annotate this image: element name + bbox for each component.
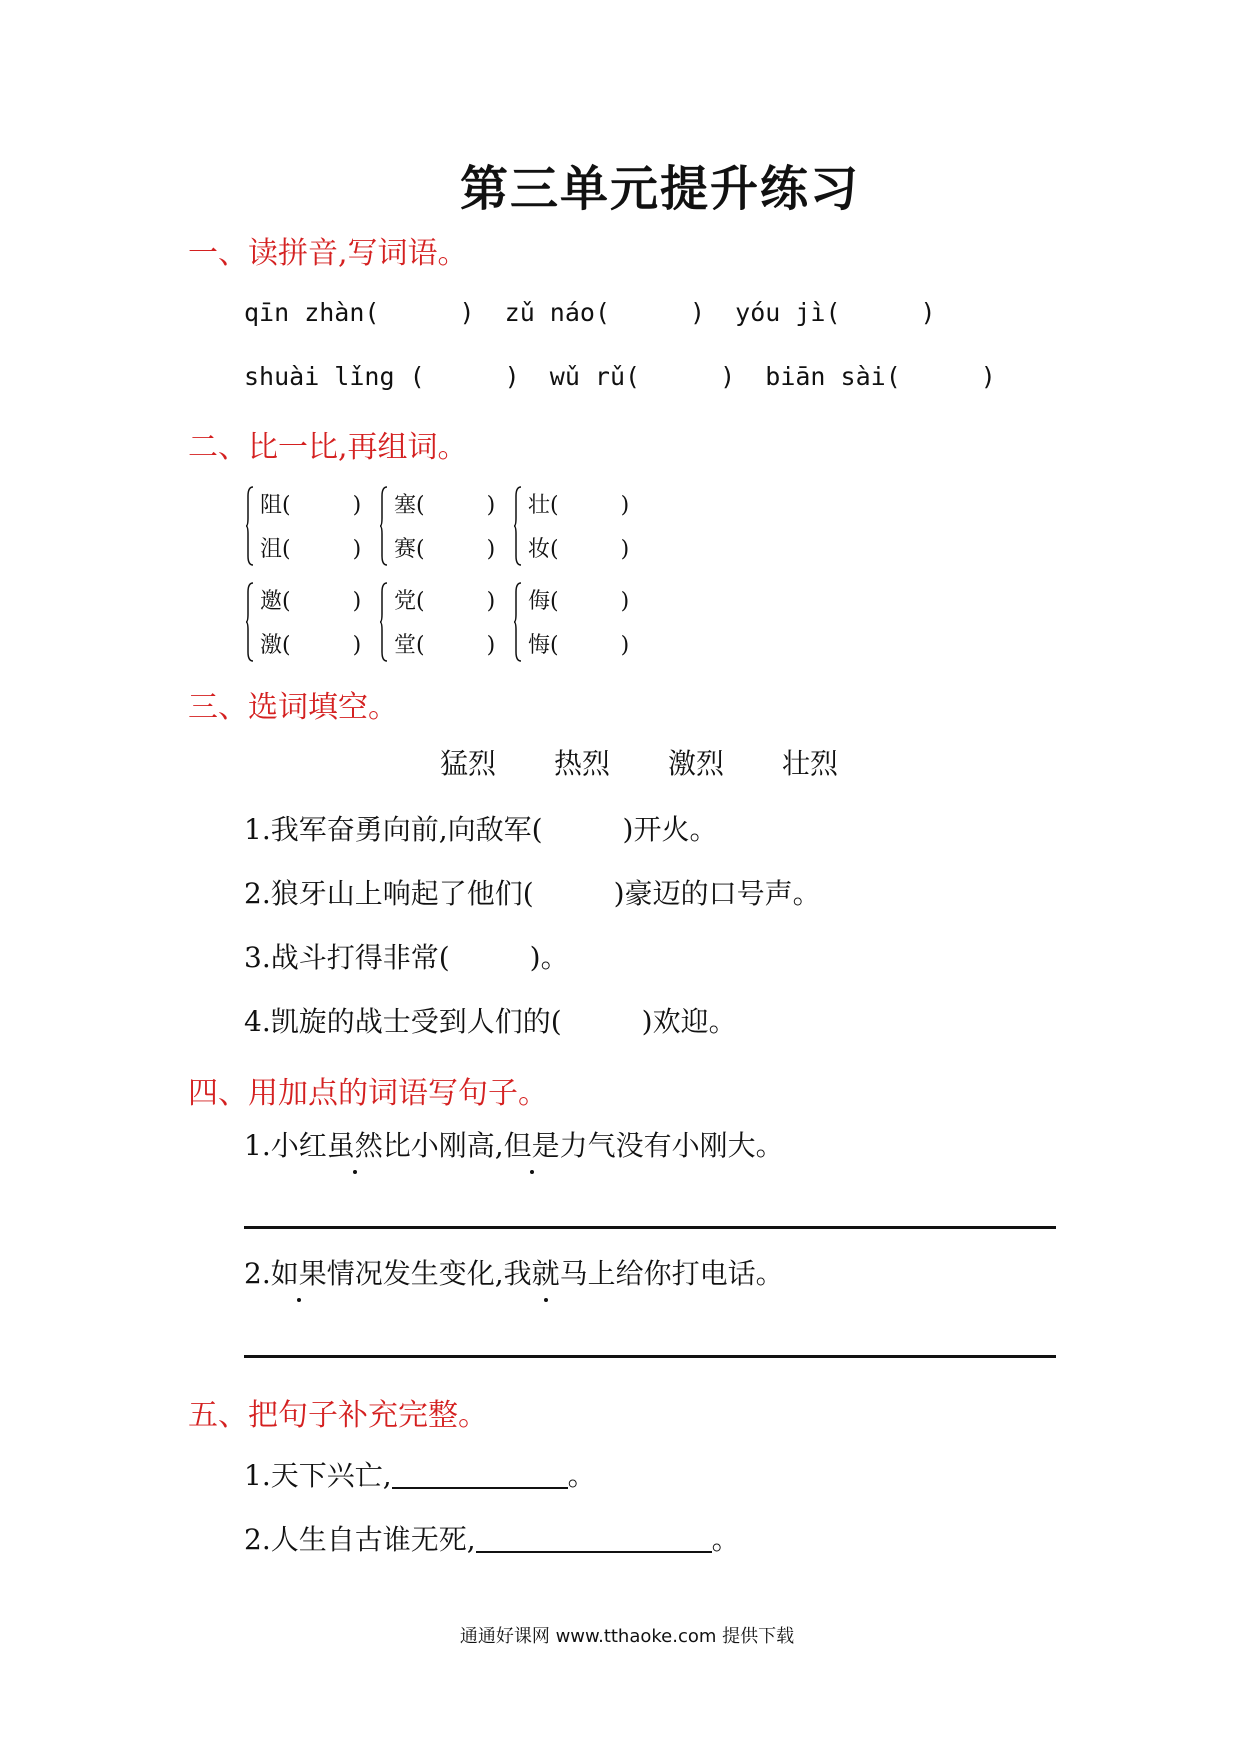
word-choices bbox=[440, 742, 896, 782]
pair-char: 沮 bbox=[260, 537, 283, 562]
complete-sentence-1: 1.天下兴亡, 。 bbox=[244, 1459, 596, 1492]
word-choice: 猛烈 bbox=[440, 747, 497, 780]
pinyin-item: zǔ náo bbox=[504, 298, 595, 327]
pair-char: 妆 bbox=[528, 537, 551, 562]
fill-sentence-1: 1.我军奋勇向前,向敌军( )开火。 bbox=[244, 813, 718, 846]
section-heading-3: 三、选词填空。 bbox=[188, 690, 398, 725]
pair-char: 阻 bbox=[260, 493, 283, 518]
fill-line bbox=[392, 1459, 568, 1489]
dotted-sentence-2: 2.如果情况发生变化,我就马上给你打电话。 bbox=[244, 1252, 784, 1292]
pair-char: 塞 bbox=[394, 493, 417, 518]
pinyin-row-2: shuài lǐng ( ) wǔ rǔ( ) biān sài( ) bbox=[244, 362, 996, 391]
fill-line bbox=[476, 1523, 712, 1553]
pinyin-item: shuài lǐng bbox=[244, 362, 395, 391]
brace-icon bbox=[514, 582, 522, 662]
answer-line bbox=[244, 1355, 1056, 1358]
section-heading-1: 一、读拼音,写词语。 bbox=[188, 236, 468, 271]
pair-char: 激 bbox=[260, 633, 283, 658]
pinyin-item: wǔ rǔ bbox=[549, 362, 626, 391]
section-heading-2: 二、比一比,再组词。 bbox=[188, 430, 468, 465]
dotted-word: 就 bbox=[532, 1257, 560, 1290]
word-choice: 壮烈 bbox=[782, 747, 839, 780]
section-heading-4: 四、用加点的词语写句子。 bbox=[188, 1076, 548, 1111]
word-choice: 热烈 bbox=[554, 747, 611, 780]
fill-sentence-2: 2.狼牙山上响起了他们( )豪迈的口号声。 bbox=[244, 877, 821, 910]
brace-icon bbox=[514, 486, 522, 566]
pinyin-item: yóu jì bbox=[735, 298, 826, 327]
brace-icon bbox=[246, 486, 254, 566]
char-pair-group: 邀( ) 激( ) bbox=[246, 580, 372, 666]
char-pair-group: 阻( ) 沮( ) bbox=[246, 484, 372, 570]
pair-char: 党 bbox=[394, 589, 417, 614]
pinyin-item: qīn zhàn bbox=[244, 298, 365, 327]
dotted-word: 如果 bbox=[271, 1257, 327, 1290]
brace-icon bbox=[246, 582, 254, 662]
section-heading-5: 五、把句子补充完整。 bbox=[188, 1398, 488, 1433]
dotted-word: 但是 bbox=[504, 1129, 560, 1162]
brace-icon bbox=[380, 486, 388, 566]
pair-char: 堂 bbox=[394, 633, 417, 658]
complete-sentence-2: 2.人生自古谁无死, 。 bbox=[244, 1523, 740, 1556]
brace-icon bbox=[380, 582, 388, 662]
pair-char: 邀 bbox=[260, 589, 283, 614]
footer-text: 通通好课网 www.tthaoke.com 提供下载 bbox=[459, 1626, 795, 1647]
fill-sentence-4: 4.凯旋的战士受到人们的( )欢迎。 bbox=[244, 1005, 737, 1038]
char-pair-group: 塞( ) 赛( ) bbox=[380, 484, 506, 570]
pair-char: 侮 bbox=[528, 589, 551, 614]
fill-sentence-3: 3.战斗打得非常( )。 bbox=[244, 941, 569, 974]
page-title: 第三单元提升练习 bbox=[459, 161, 860, 217]
answer-line bbox=[244, 1226, 1056, 1229]
char-pair-group: 壮( ) 妆( ) bbox=[514, 484, 640, 570]
dotted-word: 虽然 bbox=[327, 1129, 383, 1162]
pinyin-row-1: qīn zhàn( ) zǔ náo( ) yóu jì( ) bbox=[244, 298, 936, 327]
char-pair-group: 侮( ) 悔( ) bbox=[514, 580, 640, 666]
word-choice: 激烈 bbox=[668, 747, 725, 780]
pinyin-item: biān sài bbox=[765, 362, 886, 391]
pair-char: 壮 bbox=[528, 493, 551, 518]
dotted-sentence-1: 1.小红虽然比小刚高,但是力气没有小刚大。 bbox=[244, 1124, 784, 1164]
pair-char: 赛 bbox=[394, 537, 417, 562]
char-pair-group: 党( ) 堂( ) bbox=[380, 580, 506, 666]
pair-char: 悔 bbox=[528, 633, 551, 658]
